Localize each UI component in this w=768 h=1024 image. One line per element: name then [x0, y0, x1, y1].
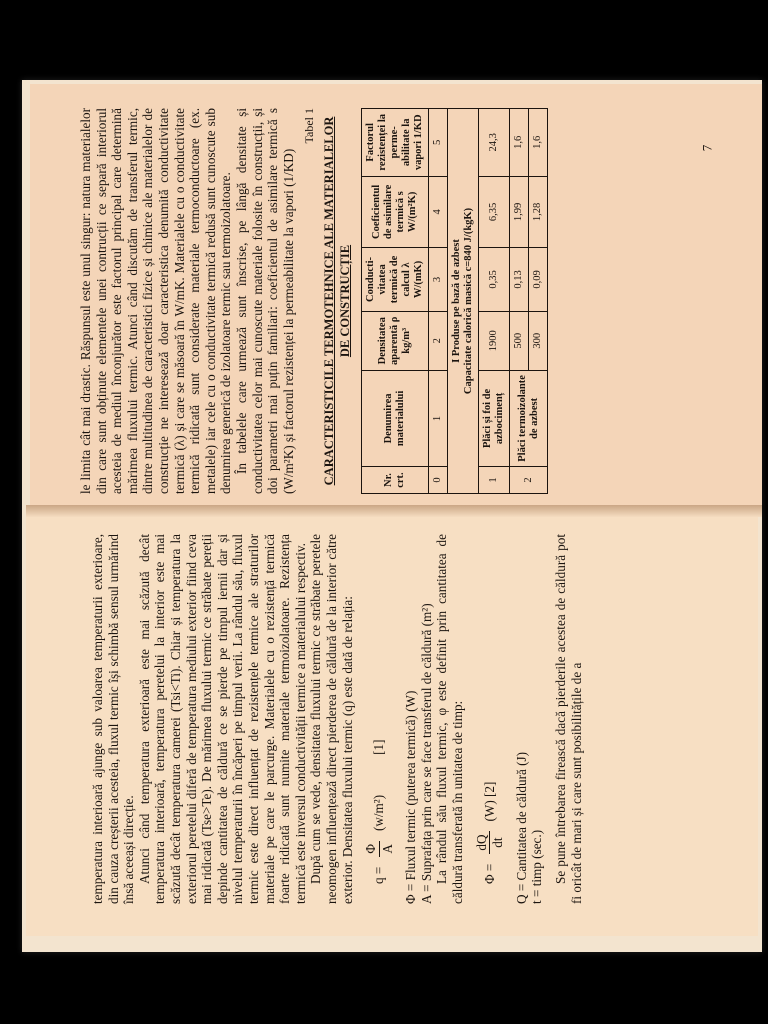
formula-ref: [1]: [371, 739, 387, 755]
table-index-row: [429, 109, 448, 494]
table-cell: 0,13: [510, 248, 529, 312]
formula-heat-flux-density: [363, 534, 395, 884]
table-cell: 3: [429, 248, 448, 312]
table-cell: Plăci și foi de azbocimenț: [479, 370, 510, 466]
section-title: I Produse pe bază de azbest: [451, 239, 463, 363]
formula-lhs: Φ =: [481, 863, 497, 884]
table-section-row: [448, 109, 479, 494]
table-cell: 300: [529, 311, 548, 370]
table-cell: 2: [429, 311, 448, 370]
paragraph: După cum se vede, densitatea fluxului termic ce străbate peretele neomogen influențează direct pierderea de căldură de la interior către exterior. Densitatea fluxului termic (q) este dată de relația:: [308, 534, 355, 904]
formula-unit: (w/m²): [371, 794, 387, 832]
table-header-cell: Conducti- vitatea termică de calcul λ W/(mK): [362, 248, 429, 312]
table-caption: Tabel 1: [302, 108, 317, 144]
table-cell: 2: [510, 467, 548, 494]
table-cell: 1,6: [529, 109, 548, 177]
section-subtitle: Capacitate calorică masică c=840 J/(kgK): [463, 207, 475, 395]
table-cell: 6,35: [479, 176, 510, 248]
table-header-cell: Denumirea materialului: [362, 370, 429, 466]
table-cell: 1,28: [529, 176, 548, 248]
table-section-title: [448, 109, 479, 494]
table-header-row: [362, 109, 429, 494]
definition: t = timp (sec.): [529, 829, 545, 904]
table-row: [510, 109, 529, 494]
table-cell: 1: [429, 370, 448, 466]
table-title: CARACTERISTICILE TERMOTEHNICE ALE MATERIALELOR DE CONSTRUCȚIE: [321, 116, 352, 486]
formula-unit: (W) [2]: [481, 781, 497, 822]
paragraph: le limita cât mai drastic. Răspunsul este unul singur: natura materialelor din care sunt obținute elementele unei contrucții ce separă interiorul acesteia de mediul înconjurător este factorul principal care determină mărimea fluxului termic. Atunci când discutăm de transferul termic, dintre multitudinea de caracteristici fizice și chimice ale materialelor de construcție ne interesează doar caracteristica denumită conductivitate termică (λ) și care se măsoară în W/mK. Materialele cu o conductivitate termică ridicată sunt considerate materiale termoconductoare (ex. metalele) iar cele cu o conductivitate termică redusă sunt cunoscute sub denumirea generică de izolatoare termic sau termoizolatoare.: [78, 108, 234, 494]
table-cell: 1: [479, 467, 510, 494]
table-cell: 500: [510, 311, 529, 370]
paragraph: Se pune întrebarea firească dacă pierderile acestea de căldură pot fi oricât de mari și care sunt posibilitățile de a: [553, 534, 584, 904]
table-cell: 24,3: [479, 109, 510, 177]
definition: Q = Cantitatea de căldură (J): [513, 751, 529, 904]
denominator: dt: [490, 837, 506, 848]
table-cell: 4: [429, 176, 448, 248]
numerator: dQ: [474, 832, 491, 854]
definition: Φ = Fluxul termic (puterea termică) (W): [403, 690, 419, 904]
table-cell: Plăci termoizolante de azbest: [510, 370, 548, 466]
definition: A = Suprafața prin care se face transferul de căldură (m²): [418, 603, 434, 904]
paragraph: temperatura interioară ajunge sub valoarea temperaturii exterioare, din cauza creșterii acesteia, fluxul termic își schimbă sensul urmărind însă aceeași direcție.: [90, 534, 137, 904]
formula-heat-flux: [474, 534, 506, 884]
table-header-cell: Factorul rezistenței la perme- abilitate la vapori 1/KD: [362, 109, 429, 177]
table-cell: 1,6: [510, 109, 529, 177]
table-cell: 5: [429, 109, 448, 177]
denominator: A: [379, 844, 395, 854]
table-row: [479, 109, 510, 494]
table-header-cell: Densitatea aparentă ρ kg/m³: [362, 311, 429, 370]
table-cell: 0,09: [529, 248, 548, 312]
paragraph: Atunci când temperatura exterioară este mai scăzută decât temperatura interioară, temperatura peretelui la interior este mai scăzută decât temperatura camerei (Tsi<Ti). Chiar și temperatura la exteriorul peretelui diferă de temperatura mediului exterior fiind ceva mai ridicată (Tse>Te). De mărimea fluxului termic ce străbate pereții depinde cantitatea de căldură ce se pierde pe timpul iernii dar și nivelul temperaturii în încăperi pe timpul verii. La rândul său, fluxul termic este direct influențat de rezistențele termice ale straturilor materiale pe care le parcurge. Materialele cu o rezistență termică foarte ridicată sunt numite materiale termoizolatoare. Rezistența termică este inversul conductivității termice a materialului respectiv.: [136, 534, 308, 904]
right-page-content: [78, 108, 548, 494]
formula-lhs: q =: [371, 866, 387, 884]
table-cell: 1900: [479, 311, 510, 370]
numerator: Φ: [363, 841, 380, 857]
page-number: 7: [699, 144, 715, 152]
book-gutter: [26, 505, 762, 517]
table-cell: 0,35: [479, 248, 510, 312]
formula-fraction: [363, 841, 395, 857]
materials-table: [361, 108, 548, 494]
paragraph: În tabelele care urmează sunt înscrise, pe lângă densitate și conductivitatea celor mai cunoscute materiale folosite în construcții, și doi parametri mai puțin familiari: coeficientul de asimilare termică s (W/m²K) și factorul rezistenței la permeabilitate la vapori (1/KD): [233, 108, 296, 494]
left-page-content: [90, 534, 584, 904]
table-header-cell: Coeficientul de asimilare termică s W/(m²K): [362, 176, 429, 248]
table-cell: 1,99: [510, 176, 529, 248]
table-cell: 0: [429, 467, 448, 494]
paragraph: La rândul său fluxul termic, φ este definit prin cantitatea de căldură transferată în unitatea de timp:: [434, 534, 466, 904]
formula-fraction: [474, 832, 506, 854]
table-header-cell: Nr. crt.: [362, 467, 429, 494]
